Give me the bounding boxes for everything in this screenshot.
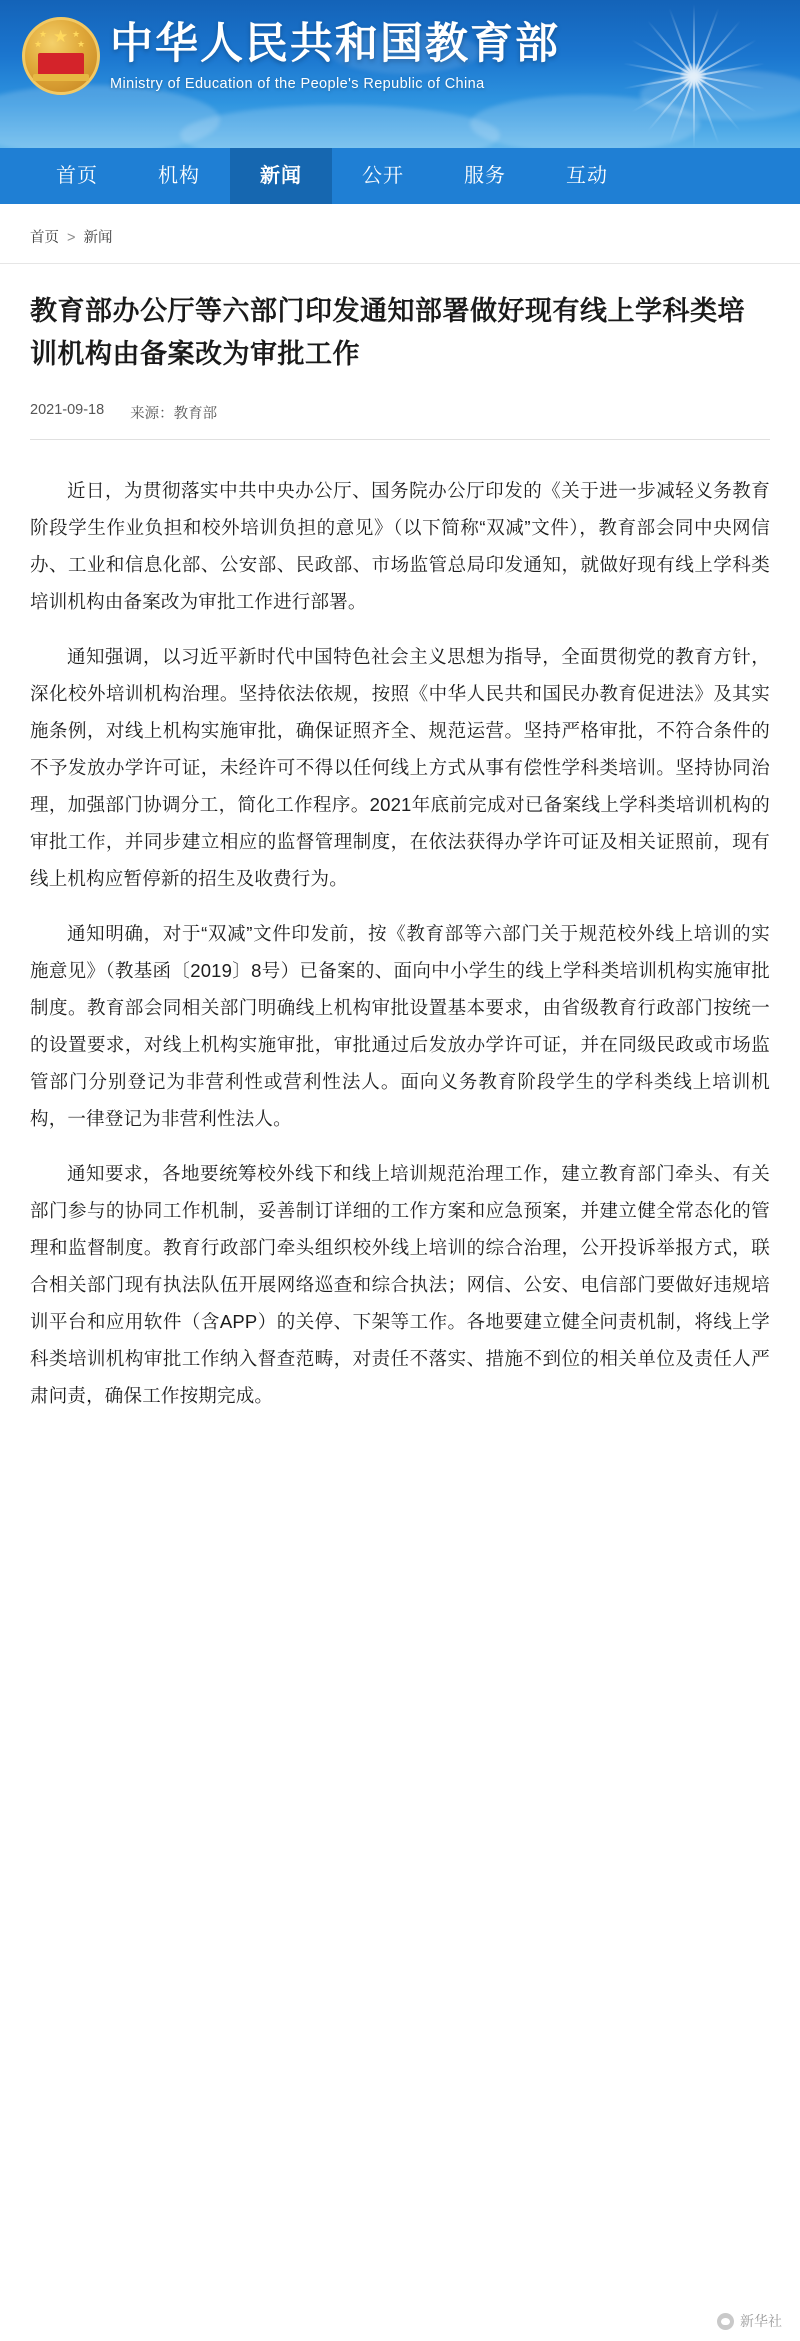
nav-item-news[interactable]: 新闻: [230, 148, 332, 204]
article-paragraph: 通知要求，各地要统筹校外线下和线上培训规范治理工作，建立教育部门牵头、有关部门参与的协同工作机制，妥善制订详细的工作方案和应急预案，并建立健全常态化的管理和监督制度。教育行政部门牵头组织校外线上培训的综合治理，公开投诉举报方式，联合相关部门现有执法队伍开展网络巡查和综合执法；网信、公安、电信部门要做好违规培训平台和应用软件（含APP）的关停、下架等工作。各地要建立健全问责机制，将线上学科类培训机构审批工作纳入督查范畴，对责任不落实、措施不到位的相关单位及责任人严肃问责，确保工作按期完成。: [30, 1163, 770, 1406]
publish-date: 2021-09-18: [30, 402, 105, 418]
masthead-titles: [110, 18, 560, 93]
nav-item-disclosure[interactable]: 公开: [362, 165, 404, 187]
article-paragraph: 通知明确，对于“双减”文件印发前，按《教育部等六部门关于规范校外线上培训的实施意见》（教基函〔2019〕8号）已备案的、面向中小学生的线上学科类培训机构实施审批制度。教育部会同相关部门明确线上机构审批设置基本要求，由省级教育行政部门按统一的设置要求，对线上机构实施审批，审批通过后发放办学许可证，并在同级民政或市场监管部门分别登记为非营利性或营利性法人。面向义务教育阶段学生的学科类线上培训机构，一律登记为非营利性法人。: [30, 923, 770, 1129]
cloud-decoration: [180, 105, 500, 148]
breadcrumb: [0, 204, 800, 264]
breadcrumb-home-link[interactable]: 首页: [30, 230, 59, 246]
article: [0, 264, 800, 1414]
weibo-icon: [717, 2313, 734, 2330]
breadcrumb-separator: >: [67, 230, 76, 246]
article-paragraph: 近日，为贯彻落实中共中央办公厅、国务院办公厅印发的《关于进一步减轻义务教育阶段学生作业负担和校外培训负担的意见》（以下简称“双减”文件），教育部会同中央网信办、工业和信息化部、公安部、民政部、市场监管总局印发通知，就做好现有线上学科类培训机构由备案改为审批工作进行部署。: [30, 480, 770, 612]
article-body: [30, 440, 770, 1414]
watermark-label: 新华社: [740, 2313, 782, 2329]
site-title-en: Ministry of Education of the People's Republic of China: [110, 76, 485, 92]
nav-item-organization[interactable]: 机构: [158, 165, 200, 187]
site-title-cn: 中华人民共和国教育部: [110, 19, 560, 69]
nav-item-services[interactable]: 服务: [464, 165, 506, 187]
nav-item-home[interactable]: 首页: [56, 165, 98, 187]
breadcrumb-current-link[interactable]: 新闻: [83, 230, 113, 246]
sunburst-decoration-icon: [628, 6, 758, 146]
article-meta: [30, 402, 770, 440]
site-masthead: [0, 0, 800, 148]
article-source: 来源：教育部: [130, 406, 218, 422]
nav-item-interaction[interactable]: 互动: [566, 165, 608, 187]
national-emblem-icon: ★ ★ ★ ★ ★: [22, 17, 100, 95]
page-title: 教育部办公厅等六部门印发通知部署做好现有线上学科类培训机构由备案改为审批工作: [30, 296, 745, 370]
article-paragraph: 通知强调，以习近平新时代中国特色社会主义思想为指导，全面贯彻党的教育方针，深化校外培训机构治理。坚持依法依规，按照《中华人民共和国民办教育促进法》及其实施条例，对线上机构实施审批，确保证照齐全、规范运营。坚持严格审批，不符合条件的不予发放办学许可证，未经许可不得以任何线上方式从事有偿性学科类培训。坚持协同治理，加强部门协调分工，简化工作程序。2021年底前完成对已备案线上学科类培训机构的审批工作，并同步建立相应的监督管理制度，在依法获得办学许可证及相关证照前，现有线上机构应暂停新的招生及收费行为。: [30, 646, 770, 889]
watermark: [717, 2311, 782, 2331]
main-navigation: [0, 148, 800, 204]
